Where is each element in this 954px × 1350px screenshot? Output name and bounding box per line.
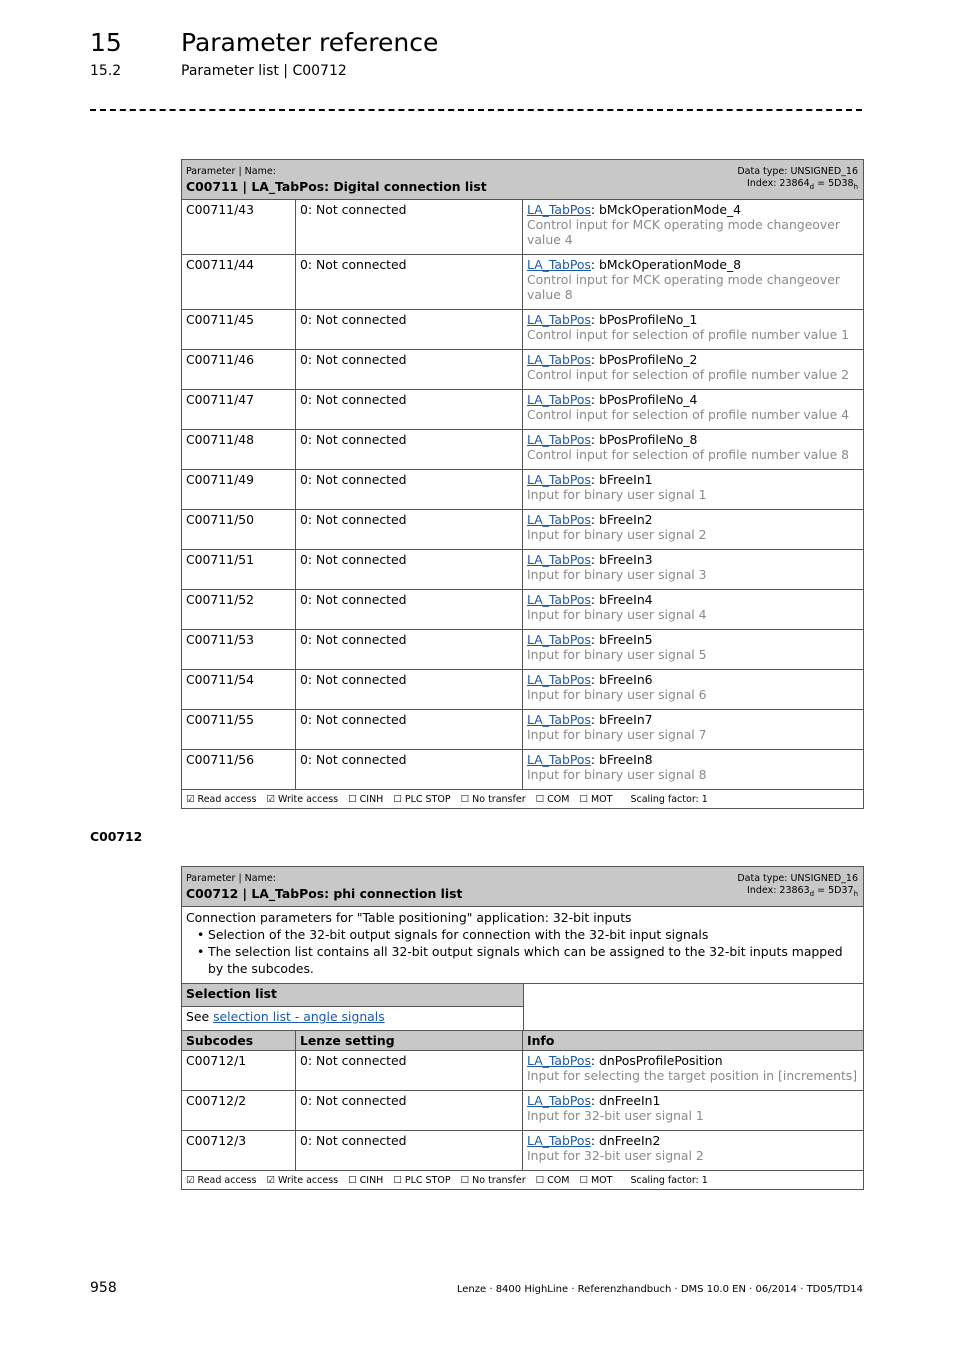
lenze-setting-cell: 0: Not connected — [296, 1091, 523, 1130]
subcode-cell: C00711/43 — [182, 200, 296, 254]
info-cell — [523, 200, 863, 254]
col-subcodes: Subcodes — [182, 1031, 296, 1050]
bullet-item: • Selection of the 32-bit output signals for connection with the 32-bit input signals — [197, 926, 859, 943]
selection-see: See selection list - angle signals — [186, 1009, 385, 1024]
table-row — [182, 1051, 863, 1091]
parameter-header — [182, 160, 863, 200]
description-text: Connection parameters for "Table positioning" application: 32-bit inputs — [186, 910, 632, 925]
subcode-cell: C00711/51 — [182, 550, 296, 589]
data-type: Data type: UNSIGNED_16 — [737, 166, 858, 177]
subcode-cell: C00711/53 — [182, 630, 296, 669]
subcode-cell: C00711/48 — [182, 430, 296, 469]
signal-name: : bFreeIn4 — [590, 592, 653, 607]
subcode-cell: C00712/3 — [182, 1131, 296, 1170]
signal-name: : bFreeIn8 — [590, 752, 653, 767]
lenze-setting-cell: 0: Not connected — [296, 630, 523, 669]
header-divider — [90, 109, 862, 111]
info-cell — [523, 750, 863, 789]
table-row — [182, 1131, 863, 1171]
lenze-setting-cell: 0: Not connected — [296, 390, 523, 429]
parameter-label: Parameter | Name: — [186, 166, 276, 177]
signal-name: : bPosProfileNo_8 — [590, 432, 698, 447]
la-tabpos-link[interactable]: LA_TabPos — [527, 257, 591, 272]
signal-description: Input for binary user signal 6 — [527, 687, 707, 702]
table-row — [182, 390, 863, 430]
column-header-row — [182, 1030, 863, 1051]
col-lenze-setting: Lenze setting — [296, 1031, 523, 1050]
signal-description: Input for binary user signal 8 — [527, 767, 707, 782]
la-tabpos-link[interactable]: LA_TabPos — [527, 512, 591, 527]
subcode-cell: C00711/50 — [182, 510, 296, 549]
chapter-title: Parameter reference — [181, 28, 439, 57]
parameter-description — [182, 907, 863, 984]
table-row — [182, 470, 863, 510]
signal-description: Input for binary user signal 4 — [527, 607, 707, 622]
parameter-index: Index: $23863_d = 5D37_h$ — [747, 885, 858, 898]
la-tabpos-link[interactable]: LA_TabPos — [527, 202, 591, 217]
lenze-setting-cell: 0: Not connected — [296, 310, 523, 349]
lenze-setting-cell: 0: Not connected — [296, 470, 523, 509]
lenze-setting-cell: 0: Not connected — [296, 350, 523, 389]
lenze-setting-cell: 0: Not connected — [296, 550, 523, 589]
lenze-setting-cell: 0: Not connected — [296, 1131, 523, 1170]
la-tabpos-link[interactable]: LA_TabPos — [527, 432, 591, 447]
info-cell — [523, 550, 863, 589]
com-flag: ☐ COM — [535, 1174, 570, 1186]
signal-name: : bMckOperationMode_8 — [590, 257, 742, 272]
subsection-heading: C00712 — [90, 829, 143, 844]
info-cell — [523, 350, 863, 389]
parameter-table-c00712 — [181, 866, 864, 1190]
signal-description: Input for 32-bit user signal 2 — [527, 1148, 704, 1163]
document-info: Lenze · 8400 HighLine · Referenzhandbuch · DMS 10.0 EN · 06/2014 · TD05/TD14 — [456, 1284, 863, 1295]
info-cell — [523, 1131, 863, 1170]
parameter-index: Index: $23864_d = 5D38_h$ — [747, 178, 858, 191]
subcode-cell: C00711/46 — [182, 350, 296, 389]
signal-name: : bFreeIn3 — [590, 552, 653, 567]
col-info: Info — [527, 1033, 555, 1048]
com-flag: ☐ COM — [535, 793, 570, 805]
subcode-cell: C00711/49 — [182, 470, 296, 509]
table-row — [182, 430, 863, 470]
info-cell — [523, 430, 863, 469]
table-row — [182, 670, 863, 710]
access-footer — [182, 790, 863, 808]
signal-name: : bMckOperationMode_4 — [590, 202, 742, 217]
signal-name: : bFreeIn2 — [590, 512, 653, 527]
info-cell — [523, 255, 863, 309]
parameter-name: C00712 | LA_TabPos: phi connection list — [186, 886, 463, 901]
la-tabpos-link[interactable]: LA_TabPos — [527, 632, 591, 647]
description-bullets — [186, 926, 859, 977]
signal-name: : dnFreeIn1 — [590, 1093, 661, 1108]
write-access-flag: ☑ Write access — [266, 1174, 339, 1186]
table-row — [182, 510, 863, 550]
lenze-setting-cell: 0: Not connected — [296, 200, 523, 254]
lenze-setting-cell: 0: Not connected — [296, 430, 523, 469]
subcode-cell: C00711/54 — [182, 670, 296, 709]
cinh-flag: ☐ CINH — [348, 1174, 384, 1186]
parameter-header — [182, 867, 863, 907]
table-row — [182, 550, 863, 590]
signal-name: : bPosProfileNo_2 — [590, 352, 698, 367]
signal-description: Input for binary user signal 5 — [527, 647, 707, 662]
signal-name: : bFreeIn1 — [590, 472, 653, 487]
signal-name: : bPosProfileNo_4 — [590, 392, 698, 407]
bullet-item: • The selection list contains all 32-bit output signals which can be assigned to the 32-bit inputs mapped by the subcodes. — [197, 943, 859, 977]
signal-description: Input for binary user signal 7 — [527, 727, 707, 742]
signal-description: Control input for selection of profile number value 8 — [527, 447, 850, 462]
subcode-cell: C00712/2 — [182, 1091, 296, 1130]
access-footer — [182, 1171, 863, 1189]
signal-name: : dnPosProfilePosition — [590, 1053, 723, 1068]
info-cell — [523, 1091, 863, 1130]
la-tabpos-link[interactable]: LA_TabPos — [527, 1053, 591, 1068]
lenze-setting-cell: 0: Not connected — [296, 710, 523, 749]
la-tabpos-link[interactable]: LA_TabPos — [527, 752, 591, 767]
signal-description: Input for 32-bit user signal 1 — [527, 1108, 704, 1123]
subcode-cell: C00711/45 — [182, 310, 296, 349]
signal-description: Input for binary user signal 1 — [527, 487, 707, 502]
mot-flag: ☐ MOT — [579, 793, 613, 805]
mot-flag: ☐ MOT — [579, 1174, 613, 1186]
table-row — [182, 710, 863, 750]
la-tabpos-link[interactable]: LA_TabPos — [527, 552, 591, 567]
info-cell — [523, 590, 863, 629]
subcode-cell: C00711/55 — [182, 710, 296, 749]
cinh-flag: ☐ CINH — [348, 793, 384, 805]
la-tabpos-link[interactable]: LA_TabPos — [527, 1133, 591, 1148]
signal-name: : dnFreeIn2 — [590, 1133, 661, 1148]
signal-description: Control input for selection of profile number value 2 — [527, 367, 850, 382]
selection-list-label: Selection list — [182, 984, 523, 1007]
parameter-name: C00711 | LA_TabPos: Digital connection list — [186, 179, 487, 194]
lenze-setting-cell: 0: Not connected — [296, 750, 523, 789]
info-cell — [523, 510, 863, 549]
table-row — [182, 200, 863, 255]
signal-description: Control input for selection of profile number value 1 — [527, 327, 850, 342]
la-tabpos-link[interactable]: LA_TabPos — [527, 392, 591, 407]
read-access-flag: ☑ Read access — [186, 1174, 257, 1186]
la-tabpos-link[interactable]: LA_TabPos — [527, 472, 591, 487]
info-cell — [523, 310, 863, 349]
table-row — [182, 590, 863, 630]
lenze-setting-cell: 0: Not connected — [296, 670, 523, 709]
read-access-flag: ☑ Read access — [186, 793, 257, 805]
signal-description: Input for selecting the target position in [increments] — [527, 1068, 858, 1083]
page-number: 958 — [90, 1280, 117, 1296]
lenze-setting-cell: 0: Not connected — [296, 590, 523, 629]
table-row — [182, 1091, 863, 1131]
info-cell — [523, 670, 863, 709]
signal-name: : bFreeIn7 — [590, 712, 653, 727]
section-title: Parameter list | C00712 — [181, 63, 347, 79]
no-transfer-flag: ☐ No transfer — [460, 793, 526, 805]
table-row — [182, 310, 863, 350]
scaling-factor: Scaling factor: 1 — [630, 1174, 708, 1186]
parameter-label: Parameter | Name: — [186, 873, 276, 884]
selection-list-block — [182, 984, 863, 1030]
la-tabpos-link[interactable]: LA_TabPos — [527, 592, 591, 607]
lenze-setting-cell: 0: Not connected — [296, 255, 523, 309]
la-tabpos-link[interactable]: LA_TabPos — [527, 312, 591, 327]
selection-list-link[interactable]: selection list - angle signals — [213, 1009, 385, 1024]
table-row — [182, 350, 863, 390]
la-tabpos-link[interactable]: LA_TabPos — [527, 352, 591, 367]
signal-description: Control input for MCK operating mode changeover value 8 — [527, 272, 840, 302]
la-tabpos-link[interactable]: LA_TabPos — [527, 672, 591, 687]
signal-name: : bFreeIn6 — [590, 672, 653, 687]
data-type: Data type: UNSIGNED_16 — [737, 873, 858, 884]
subcode-cell: C00711/44 — [182, 255, 296, 309]
signal-description: Control input for MCK operating mode changeover value 4 — [527, 217, 840, 247]
info-cell — [523, 630, 863, 669]
info-cell — [523, 390, 863, 429]
lenze-setting-cell: 0: Not connected — [296, 510, 523, 549]
scaling-factor: Scaling factor: 1 — [630, 793, 708, 805]
subcode-cell: C00711/52 — [182, 590, 296, 629]
no-transfer-flag: ☐ No transfer — [460, 1174, 526, 1186]
signal-description: Control input for selection of profile number value 4 — [527, 407, 850, 422]
signal-description: Input for binary user signal 2 — [527, 527, 707, 542]
write-access-flag: ☑ Write access — [266, 793, 339, 805]
signal-description: Input for binary user signal 3 — [527, 567, 707, 582]
subcode-cell: C00711/47 — [182, 390, 296, 429]
plc-stop-flag: ☐ PLC STOP — [393, 793, 451, 805]
table-row — [182, 630, 863, 670]
subcode-cell: C00712/1 — [182, 1051, 296, 1090]
subcode-cell: C00711/56 — [182, 750, 296, 789]
info-cell — [523, 470, 863, 509]
la-tabpos-link[interactable]: LA_TabPos — [527, 1093, 591, 1108]
signal-name: : bFreeIn5 — [590, 632, 653, 647]
lenze-setting-cell: 0: Not connected — [296, 1051, 523, 1090]
table-row — [182, 750, 863, 790]
la-tabpos-link[interactable]: LA_TabPos — [527, 712, 591, 727]
info-cell — [523, 1051, 863, 1090]
info-cell — [523, 710, 863, 749]
chapter-number: 15 — [90, 28, 122, 57]
table-row — [182, 255, 863, 310]
plc-stop-flag: ☐ PLC STOP — [393, 1174, 451, 1186]
signal-name: : bPosProfileNo_1 — [590, 312, 698, 327]
parameter-table-c00711 — [181, 159, 864, 809]
section-number: 15.2 — [90, 63, 122, 79]
